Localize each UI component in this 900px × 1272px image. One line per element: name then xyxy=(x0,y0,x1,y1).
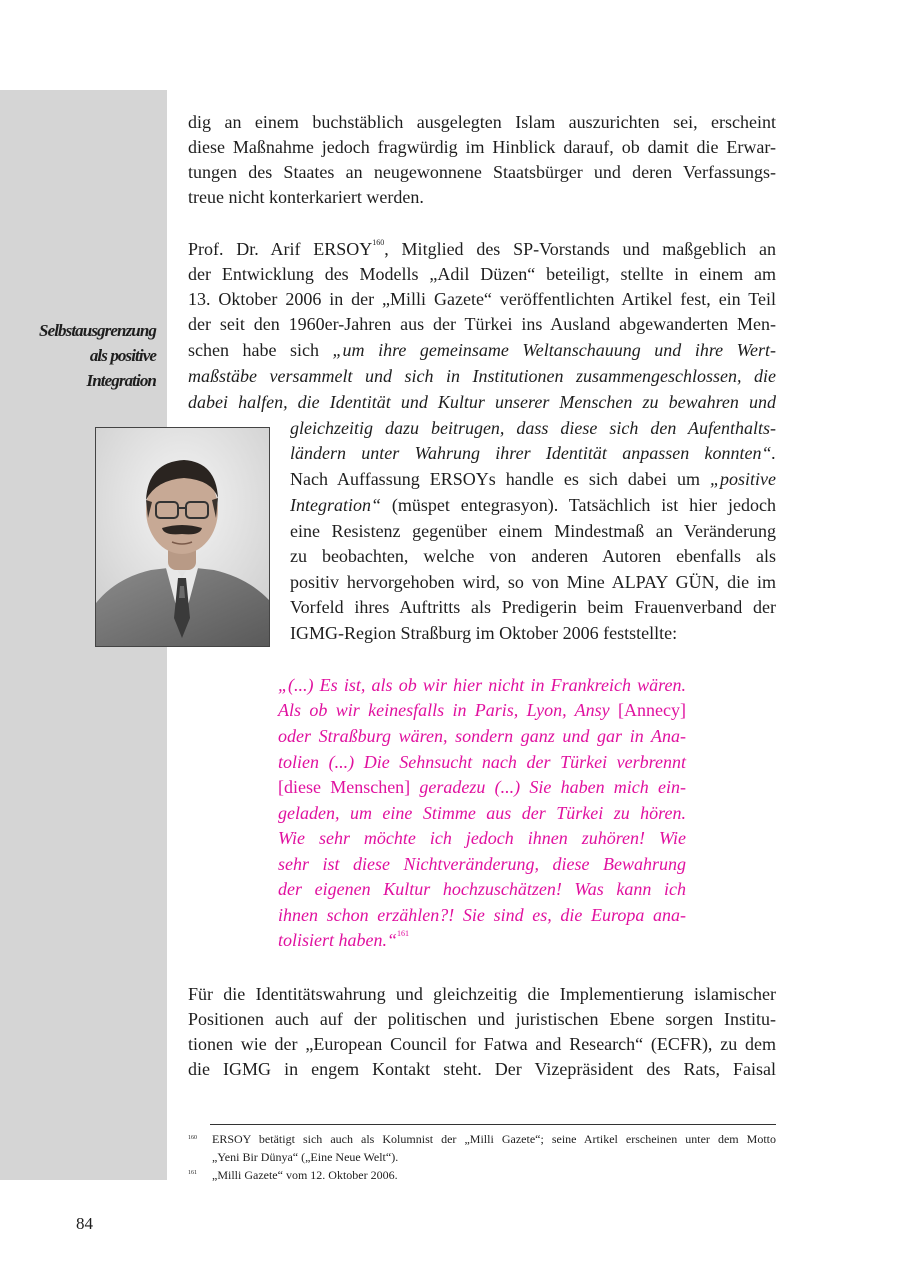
quote-line: der eigenen Kultur hochzuschätzen! Was kann ich xyxy=(278,879,686,899)
body-line: tionen wie der „European Council for Fatwa and Research“ (ECFR), zu dem xyxy=(188,1034,776,1054)
body-line: dig an einem buchstäblich ausgelegten Islam auszurichten sei, erscheint xyxy=(188,112,776,132)
body-line: dabei halfen, die Identität und Kultur unserer Menschen zu bewahren und xyxy=(188,392,776,412)
body-line: Positionen auch auf der politischen und juristischen Ebene sorgen Institu- xyxy=(188,1009,776,1029)
body-line: der seit den 1960er-Jahren aus der Türkei ins Ausland abgewanderten Men- xyxy=(188,314,776,334)
portrait-photo xyxy=(95,427,270,647)
margin-note xyxy=(0,318,156,393)
footnote-ref: 160 xyxy=(372,238,385,247)
body-line: Vorfeld ihres Auftritts als Predigerin beim Frauenverband der xyxy=(290,597,776,617)
quote-line: tolien (...) Die Sehnsucht nach der Türkei verbrennt xyxy=(278,752,686,772)
body-line: positiv hervorgehoben wird, so von Mine ALPAY GÜN, die im xyxy=(290,572,776,592)
quote-line: ihnen schon erzählen?! Sie sind es, die Europa ana- xyxy=(278,905,686,925)
body-line: Für die Identitätswahrung und gleichzeitig die Implementierung islamischer xyxy=(188,984,776,1004)
quote-line: Als ob wir keinesfalls in Paris, Lyon, Ansy [Annecy] xyxy=(278,700,686,720)
quote-line: „(...) Es ist, als ob wir hier nicht in Frankreich wären. xyxy=(278,675,686,695)
body-line: diese Maßnahme jedoch fragwürdig im Hinblick darauf, ob damit die Erwar- xyxy=(188,137,776,157)
quote-line: oder Straßburg wären, sondern ganz und gar in Ana- xyxy=(278,726,686,746)
footnote-number: 160 xyxy=(188,1135,197,1141)
body-line: der Entwicklung des Modells „Adil Düzen“ beteiligt, stellte in einem am xyxy=(188,264,776,284)
footnote-number: 161 xyxy=(188,1170,197,1176)
body-line: ländern unter Wahrung ihrer Identität anpassen konnten“. xyxy=(290,443,776,463)
quote-line: [diese Menschen] geradezu (...) Sie haben mich ein- xyxy=(278,777,687,797)
footnote-separator xyxy=(210,1124,776,1125)
quote-line: Wie sehr möchte ich jedoch ihnen zuhören! Wie xyxy=(278,828,686,848)
body-line: schen habe sich „um ihre gemeinsame Weltanschauung und ihre Wert- xyxy=(188,340,776,360)
margin-note-line: Integration xyxy=(86,371,156,390)
body-line: 13. Oktober 2006 in der „Milli Gazete“ veröffentlichten Artikel fest, ein Teil xyxy=(188,289,776,309)
body-line: treue nicht konterkariert werden. xyxy=(188,187,424,207)
body-line: maßstäbe versammelt und sich in Institutionen zusammengeschlossen, die xyxy=(188,366,776,386)
footnote-line: „Milli Gazete“ vom 12. Oktober 2006. xyxy=(212,1168,398,1182)
page-number: 84 xyxy=(76,1214,93,1233)
body-line: tungen des Staates an neugewonnene Staatsbürger und deren Verfassungs- xyxy=(188,162,776,182)
quote-line: sehr ist diese Nichtveränderung, diese Bewahrung xyxy=(278,854,686,874)
body-line: die IGMG in engem Kontakt steht. Der Vizepräsident des Rats, Faisal xyxy=(188,1059,776,1079)
body-line: IGMG-Region Straßburg im Oktober 2006 feststellte: xyxy=(290,623,678,643)
margin-note-line: als positive xyxy=(89,346,156,365)
body-line: zu beobachten, welche von anderen Autoren ebenfalls als xyxy=(290,546,776,566)
body-line: Nach Auffassung ERSOYs handle es sich dabei um „positive xyxy=(290,469,776,489)
body-line: Prof. Dr. Arif ERSOY$^{160}$, Mitglied des SP-Vorstands und maßgeblich an xyxy=(188,238,777,259)
body-line: eine Resistenz gegenüber einem Mindestmaß an Veränderung xyxy=(290,521,776,541)
body-line: gleichzeitig dazu beitrugen, dass diese sich den Aufenthalts- xyxy=(290,418,776,438)
margin-note-line: Selbstausgrenzung xyxy=(39,321,156,340)
footnote-line: „Yeni Bir Dünya“ („Eine Neue Welt“). xyxy=(212,1150,399,1164)
body-line: Integration“ (müspet entegrasyon). Tatsächlich ist hier jedoch xyxy=(290,495,776,515)
quote-line: tolisiert haben.“$^{161}$ xyxy=(278,929,410,950)
quote-line: geladen, um eine Stimme aus der Türkei zu hören. xyxy=(278,803,686,823)
footnote-line: ERSOY betätigt sich auch als Kolumnist der „Milli Gazete“; seine Artikel erscheinen unter dem Motto xyxy=(212,1132,776,1146)
footnote-ref: 161 xyxy=(397,929,410,938)
